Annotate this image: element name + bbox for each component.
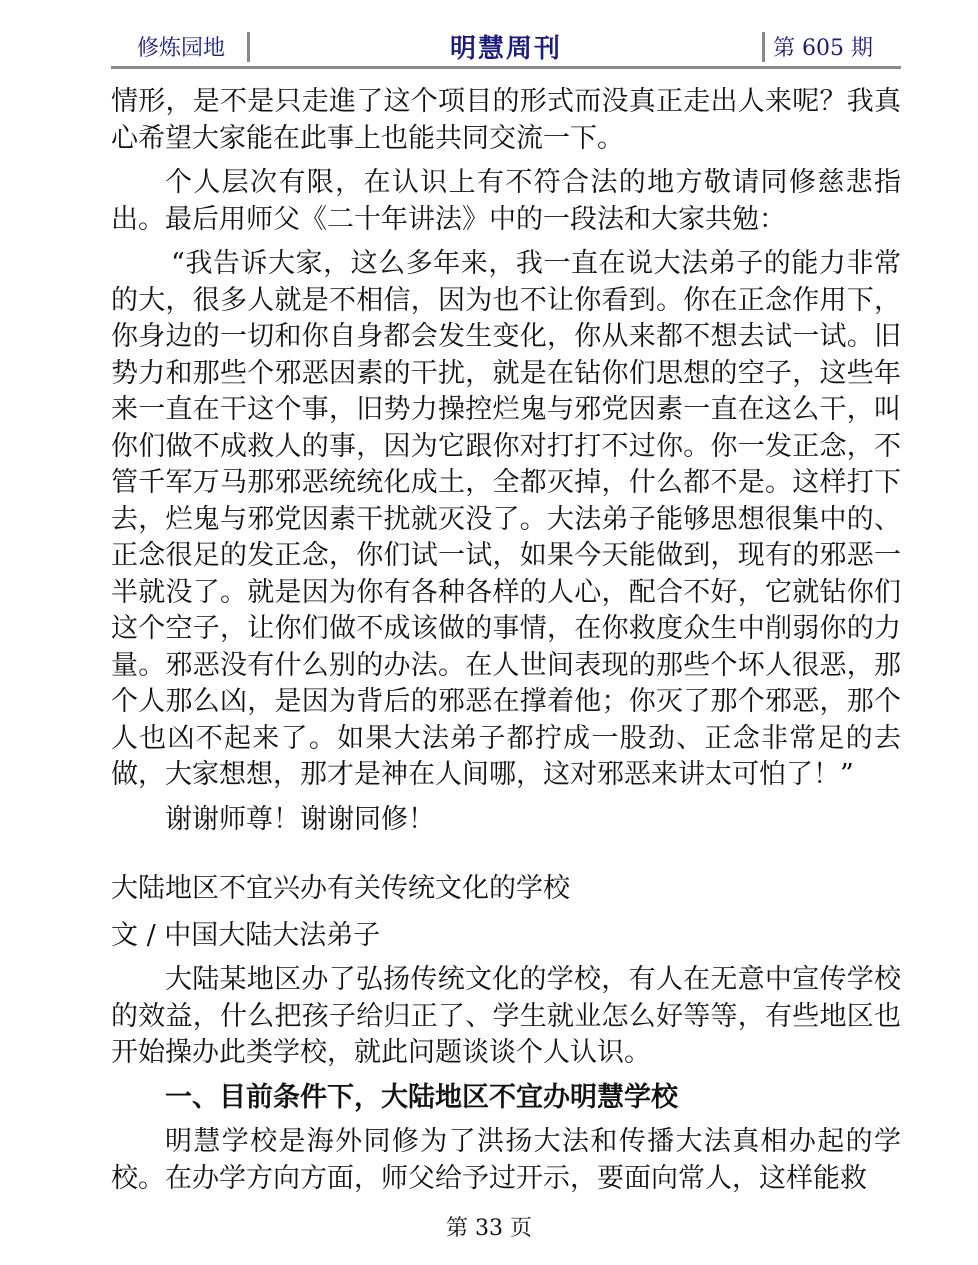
paragraph-closing: 个人层次有限，在认识上有不符合法的地方敬请同修慈悲指出。最后用师父《二十年讲法》中的一段法和大家共勉：	[111, 167, 901, 235]
article-byline: 文 / 中国大陆大法弟子	[111, 919, 381, 951]
paragraph-continued: 情形，是不是只走進了这个项目的形式而没真正走出人来呢？我真心希望大家能在此事上也能共同交流一下。	[111, 86, 901, 154]
page-number: 第 33 页	[446, 1216, 532, 1241]
header-rule	[111, 66, 901, 69]
page-header	[111, 28, 901, 68]
article-subheading: 一、目前条件下，大陆地区不宜办明慧学校	[165, 1081, 678, 1113]
header-divider	[762, 32, 765, 62]
header-section: 修炼园地	[137, 36, 226, 61]
header-issue-number: 第 605 期	[773, 36, 873, 61]
scripture-quote: “我告诉大家，这么多年来，我一直在说大法弟子的能力非常的大，很多人就是不相信，因为也不让你看到。你在正念作用下，你身边的一切和你自身都会发生变化，你从来都不想去试一试。旧势力和那些个邪恶因素的干扰，就是在钻你们思想的空子，这些年来一直在干这个事，旧势力操控烂鬼与邪党因素一直在这么干，叫你们做不成救人的事，因为它跟你对打打不过你。你一发正念，不管千军万马那邪恶统统化成土，全都灭掉，什么都不是。这样打下去，烂鬼与邪党因素干扰就灭没了。大法弟子能够思想很集中的、正念很足的发正念，你们试一试，如果今天能做到，现有的邪恶一半就没了。就是因为你有各种各样的人心，配合不好，它就钻你们这个空子，让你们做不成该做的事情，在你救度众生中削弱你的力量。邪恶没有什么别的办法。在人世间表现的那些个坏人很恶，那个人那么凶，是因为背后的邪恶在撑着他；你灭了那个邪恶，那个人也凶不起来了。如果大法弟子都拧成一股劲、正念非常足的去做，大家想想，那才是神在人间哪，这对邪恶来讲太可怕了！”	[111, 248, 901, 790]
article-paragraph: 明慧学校是海外同修为了洪扬大法和传播大法真相办起的学校。在办学方向方面，师父给予过开示，要面向常人，这样能救	[111, 1126, 901, 1194]
article-title: 大陆地区不宜兴办有关传统文化的学校	[111, 873, 570, 904]
article-intro: 大陆某地区办了弘扬传统文化的学校，有人在无意中宣传学校的效益，什么把孩子给归正了、学生就业怎么好等等，有些地区也开始操办此类学校，就此问题谈谈个人认识。	[111, 964, 901, 1068]
page-body	[111, 84, 901, 1197]
header-publication-title: 明慧周刊	[449, 34, 562, 64]
thanks-line: 谢谢师尊！谢谢同修！	[165, 803, 435, 835]
